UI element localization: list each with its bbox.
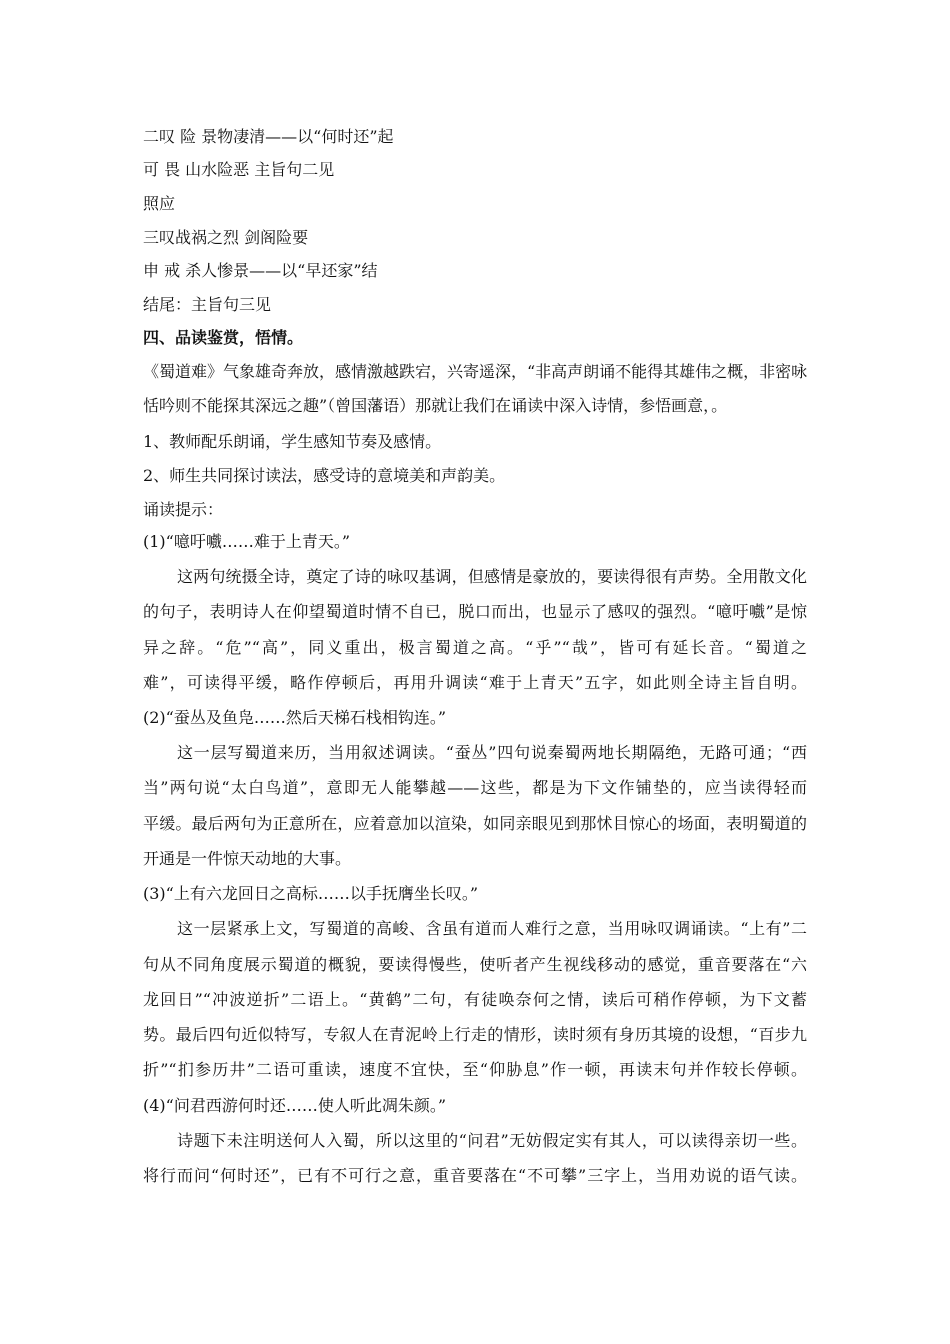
tip-2-title: (2)“蚕丛及鱼凫……然后天梯石栈相钩连。”: [143, 708, 447, 727]
outline-line-5: 申 戒 杀人惨景——以“早还家”结: [143, 261, 378, 280]
step-2: 2、师生共同探讨读法，感受诗的意境美和声韵美。: [143, 466, 506, 485]
tip-3-line-2: 句从不同角度展示蜀道的概貌，要读得慢些，使听者产生视线移动的感觉，重音要落在“六: [143, 955, 807, 974]
tip-3-line-4: 势。最后四句近似特写，专叙人在青泥岭上行走的情形，读时须有身历其境的设想，“百步九: [143, 1025, 807, 1044]
tip-3-line-3: 龙回日”“冲波逆折”二语上。“黄鹤”二句，有徒唤奈何之情，读后可稍作停顿，为下文蓄: [143, 990, 807, 1009]
tip-4-line-2: 将行而问“何时还”，已有不可行之意，重音要落在“不可攀”三字上，当用劝说的语气读。: [143, 1166, 807, 1185]
tip-1-line-4: 难”，可读得平缓，略作停顿后，再用升调读“难于上青天”五字，如此则全诗主旨自明。: [143, 673, 807, 692]
tip-4-title: (4)“问君西游何时还……使人听此凋朱颜。”: [143, 1096, 447, 1115]
outline-line-3: 照应: [143, 194, 176, 213]
tip-1-line-2: 的句子，表明诗人在仰望蜀道时情不自已，脱口而出，也显示了感叹的强烈。“噫吁嚱”是惊: [143, 602, 807, 621]
tip-2-line-3: 平缓。最后两句为正意所在，应着意加以渲染，如同亲眼见到那怵目惊心的场面，表明蜀道的: [143, 814, 807, 833]
tip-1-title: (1)“噫吁嚱……难于上青天。”: [143, 532, 351, 551]
tip-1-line-3: 异之辞。“危”“高”，同义重出，极言蜀道之高。“乎”“哉”，皆可有延长音。“蜀道之: [143, 638, 807, 657]
outline-line-6: 结尾：主旨句三见: [143, 295, 272, 314]
step-1: 1、教师配乐朗诵，学生感知节奏及感情。: [143, 432, 442, 451]
tip-4-line-1: 诗题下未注明送何人入蜀，所以这里的“问君”无妨假定实有其人，可以读得亲切一些。: [177, 1131, 807, 1150]
tip-2-line-2: 当”两句说“太白鸟道”，意即无人能攀越——这些，都是为下文作铺垫的，应当读得轻而: [143, 778, 807, 797]
outline-line-2: 可 畏 山水险恶 主旨句二见: [143, 160, 335, 179]
tips-label: 诵读提示：: [143, 500, 224, 519]
intro-line-2: 恬吟则不能探其深远之趣”（曾国藩语）那就让我们在诵读中深入诗情，参悟画意，。: [143, 396, 728, 415]
tip-2-line-4: 开通是一件惊天动地的大事。: [143, 849, 352, 868]
outline-line-1: 二叹 险 景物凄清——以“何时还”起: [143, 127, 394, 146]
tip-3-title: (3)“上有六龙回日之高标……以手抚膺坐长叹。”: [143, 884, 479, 903]
tip-2-line-1: 这一层写蜀道来历，当用叙述调读。“蚕丛”四句说秦蜀两地长期隔绝，无路可通；“西: [177, 743, 807, 762]
tip-3-line-1: 这一层紧承上文，写蜀道的高峻、含虽有道而人难行之意，当用咏叹调诵读。“上有”二: [177, 919, 807, 938]
tip-1-line-1: 这两句统摄全诗，奠定了诗的咏叹基调，但感情是豪放的，要读得很有声势。全用散文化: [177, 567, 807, 586]
intro-line-1: 《蜀道难》气象雄奇奔放，感情激越跌宕，兴寄遥深，“非高声朗诵不能得其雄伟之概，非密咏: [143, 362, 808, 381]
section-heading: 四、品读鉴赏，悟情。: [143, 328, 304, 347]
tip-3-line-5: 折”“扪参历井”二语可重读，速度不宜快，至“仰胁息”作一顿，再读末句并作较长停顿。: [143, 1060, 807, 1079]
outline-line-4: 三叹战祸之烈 剑阁险要: [143, 228, 309, 247]
